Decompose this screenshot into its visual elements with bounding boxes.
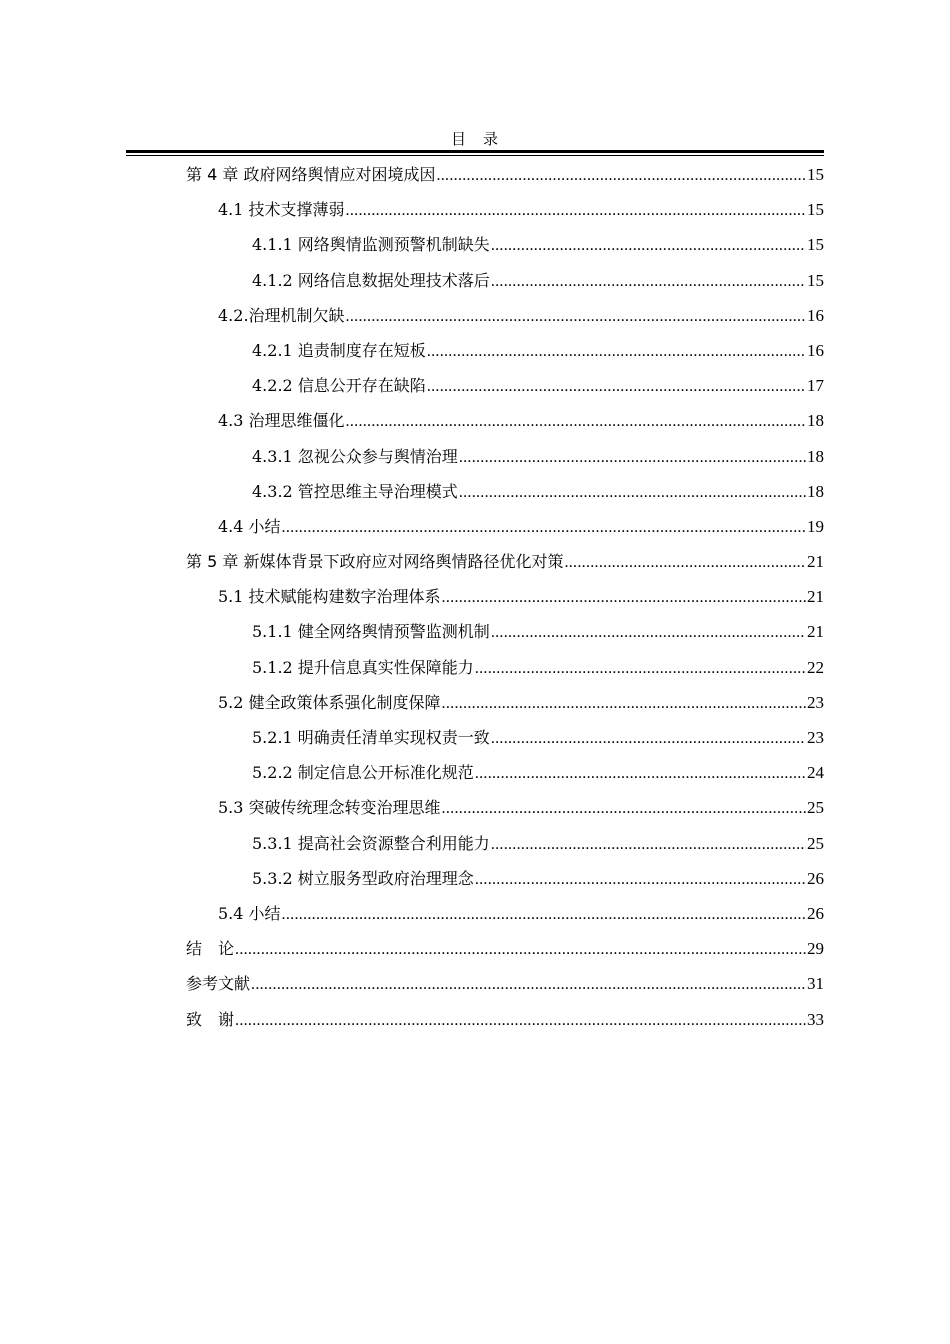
toc-entry[interactable] bbox=[186, 864, 824, 899]
toc-entry-label: 5.3.2 树立服务型政府治理理念 bbox=[252, 868, 474, 888]
toc-entry[interactable] bbox=[186, 160, 824, 195]
toc-dot-leader bbox=[442, 796, 806, 822]
toc-entry-label: 4.1 技术支撑薄弱 bbox=[218, 200, 345, 220]
toc-entry-page-number: 15 bbox=[807, 270, 824, 290]
toc-entry[interactable] bbox=[186, 266, 824, 301]
toc-entry-label: 结 论 bbox=[186, 939, 235, 959]
toc-entry-page-number: 18 bbox=[807, 411, 824, 431]
toc-dot-leader bbox=[475, 761, 806, 787]
toc-entry-label: 5.3 突破传统理念转变治理思维 bbox=[218, 798, 441, 818]
toc-dot-leader bbox=[491, 233, 806, 259]
toc-entry-page-number: 15 bbox=[807, 200, 824, 220]
toc-entry-label: 5.2 健全政策体系强化制度保障 bbox=[218, 692, 441, 712]
toc-entry-page-number: 25 bbox=[807, 833, 824, 853]
toc-entry-page-number: 15 bbox=[807, 165, 824, 184]
toc-dot-leader bbox=[475, 656, 806, 682]
toc-entry-page-number: 21 bbox=[807, 552, 824, 572]
toc-entry[interactable] bbox=[186, 653, 824, 688]
toc-entry-label: 致 谢 bbox=[186, 1009, 235, 1029]
toc-dot-leader bbox=[235, 1008, 806, 1034]
toc-entry-page-number: 21 bbox=[807, 622, 824, 642]
toc-entry-page-number: 18 bbox=[807, 446, 824, 466]
toc-entry-label: 4.2.2 信息公开存在缺陷 bbox=[252, 376, 426, 396]
toc-entry[interactable] bbox=[186, 477, 824, 512]
toc-entry[interactable] bbox=[186, 336, 824, 371]
toc-entry-page-number: 21 bbox=[807, 587, 824, 607]
toc-entry-page-number: 25 bbox=[807, 798, 824, 818]
toc-entry-page-number: 26 bbox=[807, 903, 824, 923]
toc-dot-leader bbox=[282, 902, 806, 928]
toc-entry-label: 5.2.1 明确责任清单实现权责一致 bbox=[252, 728, 490, 747]
toc-entry-label: 4.1.2 网络信息数据处理技术落后 bbox=[252, 270, 490, 290]
toc-dot-leader bbox=[282, 515, 806, 541]
toc-entry[interactable] bbox=[186, 969, 824, 1004]
toc-dot-leader bbox=[346, 198, 806, 224]
toc-dot-leader bbox=[346, 409, 806, 435]
toc-entry-label: 5.1 技术赋能构建数字治理体系 bbox=[218, 587, 441, 607]
toc-heading-left: 目 bbox=[450, 130, 467, 148]
toc-entry-page-number: 16 bbox=[807, 305, 824, 325]
toc-dot-leader bbox=[436, 163, 806, 189]
toc-entry[interactable] bbox=[186, 688, 824, 723]
toc-entry-label: 5.3.1 提高社会资源整合利用能力 bbox=[252, 833, 490, 853]
toc-dot-leader bbox=[459, 480, 806, 506]
toc-entry-page-number: 22 bbox=[807, 657, 824, 677]
toc-dot-leader bbox=[346, 304, 806, 330]
toc-entry-page-number: 24 bbox=[807, 763, 824, 783]
toc-entry[interactable] bbox=[186, 793, 824, 828]
toc-entry-page-number: 23 bbox=[807, 728, 824, 747]
toc-entry-label: 4.3.2 管控思维主导治理模式 bbox=[252, 481, 458, 501]
toc-heading-right: 录 bbox=[483, 130, 500, 148]
toc-entry[interactable] bbox=[186, 512, 824, 547]
toc-entry-label: 5.1.1 健全网络舆情预警监测机制 bbox=[252, 622, 490, 642]
toc-entry[interactable] bbox=[186, 301, 824, 336]
toc-entry[interactable] bbox=[186, 1005, 824, 1040]
toc-entry-label: 4.2.1 追责制度存在短板 bbox=[252, 340, 426, 360]
toc-dot-leader bbox=[491, 620, 806, 646]
toc-entry-page-number: 29 bbox=[807, 939, 824, 959]
toc-entry-label: 4.1.1 网络舆情监测预警机制缺失 bbox=[252, 235, 490, 255]
toc-entry-label: 第 4 章 政府网络舆情应对困境成因 bbox=[186, 165, 436, 184]
toc-dot-leader bbox=[427, 374, 806, 400]
toc-entry-label: 5.2.2 制定信息公开标准化规范 bbox=[252, 763, 474, 783]
header-rule-thin bbox=[126, 155, 824, 156]
toc-entry-label: 4.3.1 忽视公众参与舆情治理 bbox=[252, 446, 458, 466]
toc-entry[interactable] bbox=[186, 547, 824, 582]
toc-dot-leader bbox=[491, 269, 806, 295]
toc-entry[interactable] bbox=[186, 406, 824, 441]
toc-entry[interactable] bbox=[186, 230, 824, 265]
table-of-contents bbox=[186, 160, 824, 1040]
toc-entry[interactable] bbox=[186, 829, 824, 864]
toc-entry-label: 4.3 治理思维僵化 bbox=[218, 411, 345, 431]
toc-entry-page-number: 15 bbox=[807, 235, 824, 255]
toc-entry-page-number: 23 bbox=[807, 692, 824, 712]
toc-entry-label: 5.1.2 提升信息真实性保障能力 bbox=[252, 657, 474, 677]
toc-entry-page-number: 31 bbox=[807, 974, 824, 994]
toc-entry[interactable] bbox=[186, 899, 824, 934]
toc-entry[interactable] bbox=[186, 723, 824, 758]
toc-dot-leader bbox=[491, 726, 806, 752]
toc-dot-leader bbox=[564, 550, 806, 576]
toc-entry[interactable] bbox=[186, 195, 824, 230]
toc-entry-page-number: 33 bbox=[807, 1009, 824, 1029]
toc-entry-label: 4.2.治理机制欠缺 bbox=[218, 305, 345, 325]
toc-dot-leader bbox=[442, 691, 806, 717]
toc-entry[interactable] bbox=[186, 758, 824, 793]
toc-entry-page-number: 19 bbox=[807, 516, 824, 536]
toc-entry[interactable] bbox=[186, 442, 824, 477]
toc-entry-label: 参考文献 bbox=[186, 974, 251, 994]
toc-dot-leader bbox=[427, 339, 806, 365]
toc-dot-leader bbox=[475, 867, 806, 893]
toc-entry[interactable] bbox=[186, 934, 824, 969]
toc-dot-leader bbox=[459, 445, 806, 471]
toc-entry-label: 第 5 章 新媒体背景下政府应对网络舆情路径优化对策 bbox=[186, 552, 564, 572]
toc-entry-page-number: 18 bbox=[807, 481, 824, 501]
toc-entry-page-number: 17 bbox=[807, 376, 824, 396]
toc-dot-leader bbox=[235, 937, 806, 963]
toc-heading bbox=[0, 129, 950, 149]
toc-entry-page-number: 16 bbox=[807, 340, 824, 360]
toc-dot-leader bbox=[251, 972, 806, 998]
toc-entry-label: 5.4 小结 bbox=[218, 903, 281, 923]
header-rule-thick bbox=[126, 150, 824, 153]
toc-dot-leader bbox=[442, 585, 806, 611]
toc-dot-leader bbox=[491, 832, 806, 858]
toc-entry-page-number: 26 bbox=[807, 868, 824, 888]
toc-entry[interactable] bbox=[186, 371, 824, 406]
toc-entry[interactable] bbox=[186, 582, 824, 617]
toc-entry-label: 4.4 小结 bbox=[218, 516, 281, 536]
toc-entry[interactable] bbox=[186, 617, 824, 652]
